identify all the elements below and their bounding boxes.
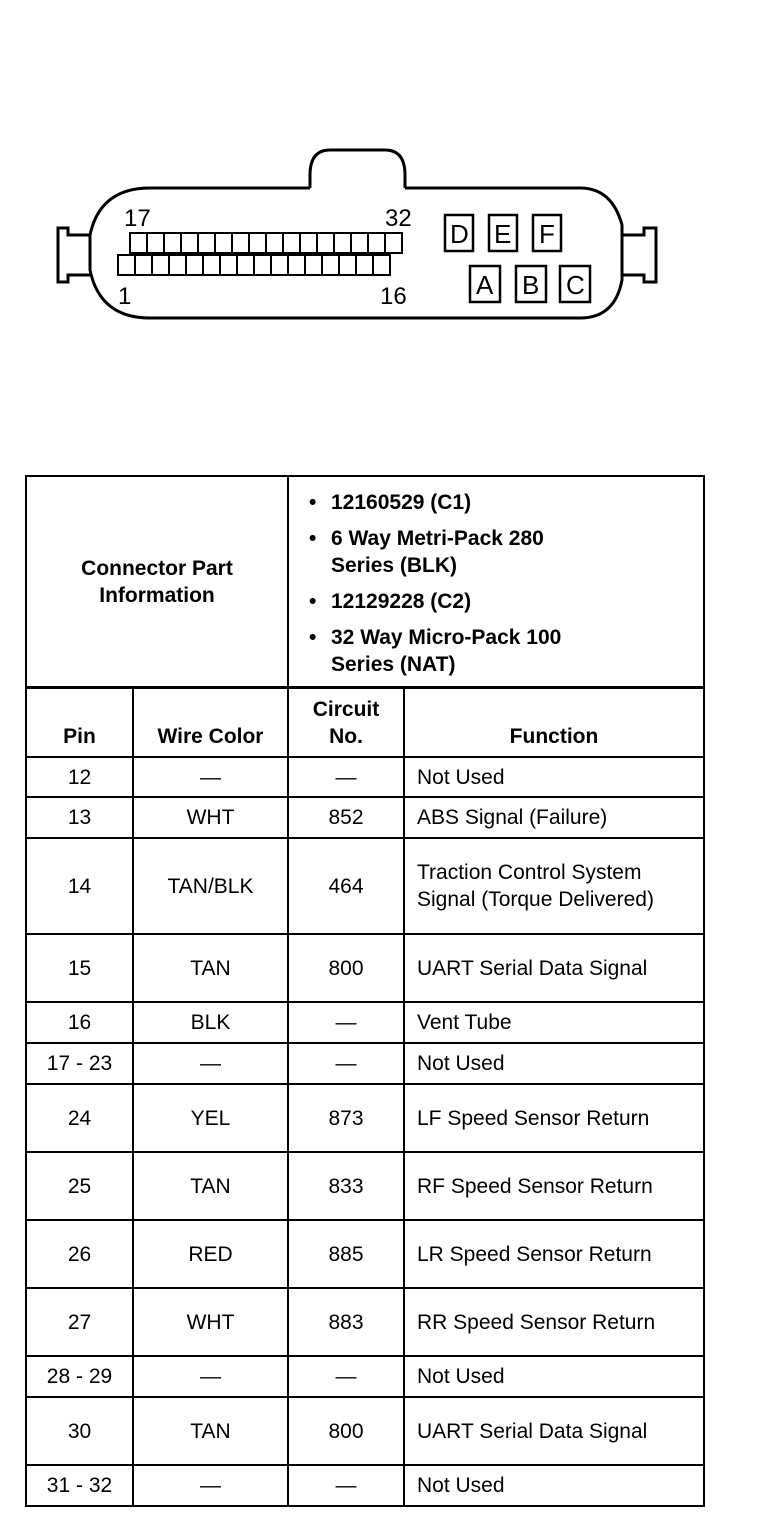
function-cell: Not Used: [404, 1043, 704, 1084]
pin-cavity: [220, 255, 237, 275]
pin-cavity: [130, 233, 147, 253]
pin-row-top: [130, 233, 402, 253]
table-row: [26, 1397, 704, 1465]
pin-cavity: [322, 255, 339, 275]
circuit-cell: 883: [288, 1288, 404, 1356]
pin-cavity: [305, 255, 322, 275]
table-row: [26, 934, 704, 1002]
connector-part-info-values: [288, 476, 704, 688]
connector-part-info-label-text: Connector Part Information: [81, 557, 233, 607]
function-cell: Not Used: [404, 1356, 704, 1397]
connector-face-diagram: [0, 0, 768, 360]
pin-cavity: [237, 255, 254, 275]
circuit-cell: —: [288, 1356, 404, 1397]
table-row: [26, 1220, 704, 1288]
pin-cell: 14: [26, 838, 133, 934]
header-circuit-no-text: Circuit No.: [312, 698, 380, 748]
cavity-F: [533, 215, 561, 251]
header-wire-color: Wire Color: [133, 687, 288, 757]
wire-color-cell: YEL: [133, 1084, 288, 1152]
pin-cavity: [368, 233, 385, 253]
pin-cavity: [135, 255, 152, 275]
cavity-A: [470, 266, 500, 302]
pin-cavity: [356, 255, 373, 275]
pin-table-body: [26, 757, 704, 1506]
pin-cell: 27: [26, 1288, 133, 1356]
function-cell: LF Speed Sensor Return: [404, 1084, 704, 1152]
pin-cavity: [164, 233, 181, 253]
pin-cavity: [203, 255, 220, 275]
connector-part-item: • 12129228 (C2): [331, 588, 693, 615]
pin-label-32: 32: [385, 205, 412, 232]
pin-label-16: 16: [380, 283, 407, 310]
function-cell: RF Speed Sensor Return: [404, 1152, 704, 1220]
pin-cavity: [152, 255, 169, 275]
pin-cavity: [198, 233, 215, 253]
pin-cavity: [351, 233, 368, 253]
pin-cavity: [232, 233, 249, 253]
circuit-cell: 800: [288, 1397, 404, 1465]
pin-cavity: [118, 255, 135, 275]
connector-part-item: • 32 Way Micro-Pack 100 Series (NAT): [331, 624, 616, 678]
cavity-label-D: D: [450, 219, 469, 249]
pin-cavity: [271, 255, 288, 275]
header-function: Function: [404, 687, 704, 757]
cavity-label-C: C: [566, 270, 585, 300]
circuit-cell: 885: [288, 1220, 404, 1288]
pin-cell: 13: [26, 797, 133, 838]
wire-color-cell: WHT: [133, 797, 288, 838]
table-row: [26, 1043, 704, 1084]
pin-cavity: [317, 233, 334, 253]
pin-cell: 12: [26, 757, 133, 797]
pin-cavity: [215, 233, 232, 253]
connector-part-list: [289, 481, 703, 684]
circuit-cell: 800: [288, 934, 404, 1002]
function-cell: Not Used: [404, 1465, 704, 1506]
connector-info-row: [26, 476, 704, 688]
function-cell: Not Used: [404, 757, 704, 797]
wire-color-cell: WHT: [133, 1288, 288, 1356]
table-row: [26, 797, 704, 838]
pin-label-17: 17: [124, 205, 151, 232]
table-row: [26, 1084, 704, 1152]
function-cell: LR Speed Sensor Return: [404, 1220, 704, 1288]
circuit-cell: —: [288, 1043, 404, 1084]
cavity-E: [489, 215, 517, 251]
table-row: [26, 1465, 704, 1506]
pin-cavity: [249, 233, 266, 253]
circuit-cell: 464: [288, 838, 404, 934]
cavity-label-A: A: [476, 270, 494, 300]
circuit-cell: 833: [288, 1152, 404, 1220]
pin-cell: 25: [26, 1152, 133, 1220]
pin-cavity: [334, 233, 351, 253]
circuit-cell: 873: [288, 1084, 404, 1152]
pin-cell: 24: [26, 1084, 133, 1152]
pin-cavity: [186, 255, 203, 275]
circuit-cell: —: [288, 1465, 404, 1506]
wire-color-cell: BLK: [133, 1002, 288, 1043]
cavity-label-F: F: [539, 219, 555, 249]
wire-color-cell: TAN: [133, 934, 288, 1002]
cavity-label-E: E: [494, 219, 512, 249]
cavity-label-B: B: [522, 270, 540, 300]
wire-color-cell: —: [133, 1043, 288, 1084]
function-cell: ABS Signal (Failure): [404, 797, 704, 838]
connector-part-info-label: [26, 476, 288, 688]
pin-cell: 30: [26, 1397, 133, 1465]
circuit-cell: —: [288, 1002, 404, 1043]
table-row: [26, 1356, 704, 1397]
table-row: [26, 838, 704, 934]
cavity-C: [560, 266, 590, 302]
pin-cavity: [300, 233, 317, 253]
table-row: [26, 1152, 704, 1220]
circuit-cell: —: [288, 757, 404, 797]
header-pin: Pin: [26, 687, 133, 757]
pin-label-1: 1: [118, 283, 132, 310]
pin-cavity: [283, 233, 300, 253]
circuit-cell: 852: [288, 797, 404, 838]
pin-cavity: [169, 255, 186, 275]
function-cell: Vent Tube: [404, 1002, 704, 1043]
function-cell: Traction Control System Signal (Torque Delivered): [404, 838, 704, 934]
pin-cavity: [339, 255, 356, 275]
wire-color-cell: TAN: [133, 1397, 288, 1465]
table-header-row: [26, 687, 704, 757]
pin-row-bottom: [118, 255, 390, 275]
wire-color-cell: —: [133, 1465, 288, 1506]
table-row: [26, 757, 704, 797]
function-cell: UART Serial Data Signal: [404, 1397, 704, 1465]
connector-info-table: [25, 475, 705, 689]
wire-color-cell: RED: [133, 1220, 288, 1288]
wire-color-cell: TAN: [133, 1152, 288, 1220]
header-circuit-no: [288, 687, 404, 757]
pin-cell: 15: [26, 934, 133, 1002]
wire-color-cell: —: [133, 1356, 288, 1397]
wire-color-cell: —: [133, 757, 288, 797]
pin-function-table: [25, 686, 705, 1507]
pin-cell: 31 - 32: [26, 1465, 133, 1506]
pin-cell: 16: [26, 1002, 133, 1043]
connector-part-item: • 6 Way Metri-Pack 280 Series (BLK): [331, 525, 611, 579]
table-row: [26, 1002, 704, 1043]
pin-cavity: [266, 233, 283, 253]
pin-cavity: [181, 233, 198, 253]
connector-part-item: • 12160529 (C1): [331, 489, 693, 516]
cavity-B: [516, 266, 546, 302]
pin-cell: 26: [26, 1220, 133, 1288]
pin-cell: 28 - 29: [26, 1356, 133, 1397]
pin-cavity: [288, 255, 305, 275]
pin-cavity: [373, 255, 390, 275]
pin-cell: 17 - 23: [26, 1043, 133, 1084]
wire-color-cell: TAN/BLK: [133, 838, 288, 934]
pin-cavity: [254, 255, 271, 275]
cavity-D: [445, 215, 473, 251]
function-cell: RR Speed Sensor Return: [404, 1288, 704, 1356]
pin-cavity: [385, 233, 402, 253]
function-cell: UART Serial Data Signal: [404, 934, 704, 1002]
pin-cavity: [147, 233, 164, 253]
table-row: [26, 1288, 704, 1356]
